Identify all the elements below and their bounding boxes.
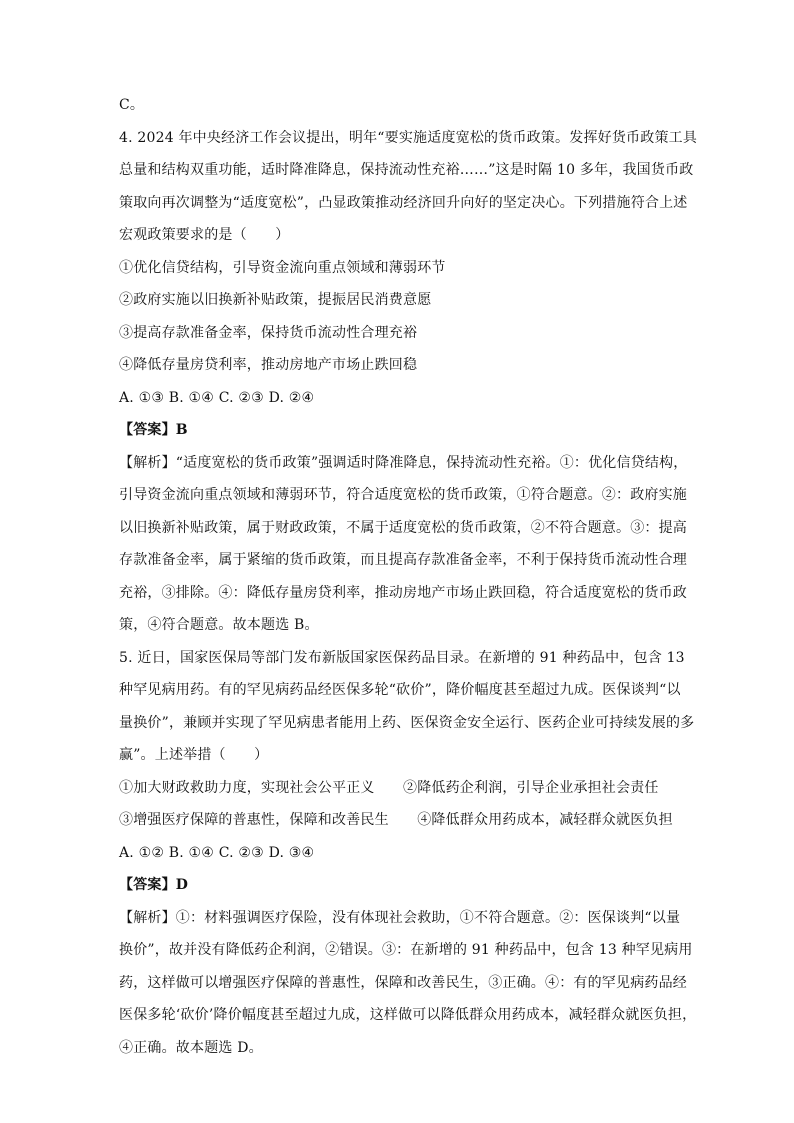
q4-option-2: ②政府实施以旧换新补贴政策，提振居民消费意愿 (119, 292, 432, 308)
q5-stem-line-3: 量换价”，兼顾并实现了罕见病患者能用上药、医保资金安全运行、医药企业可持续发展的多 (119, 714, 695, 731)
q5-stem-line-1: 5. 近日，国家医保局等部门发布新版国家医保药品目录。在新增的 91 种药品中，包含 13 (119, 649, 685, 666)
q5-analysis-line-5: ④正确。故本题选 D。 (119, 1039, 263, 1056)
q5-answer: 【答案】D (119, 877, 189, 893)
q4-option-1: ①优化信贷结构，引导资金流向重点领域和薄弱环节 (119, 259, 446, 276)
q4-analysis-line-6: 策，④符合题意。故本题选 B。 (119, 617, 319, 633)
q4-answer: 【答案】B (119, 422, 188, 438)
q5-analysis-line-3: 药，这样做可以增强医疗保障的普惠性，保障和改善民生，③正确。④：有的罕见病药品经 (119, 974, 687, 991)
q5-choices: A. ①② B. ①④ C. ②③ D. ③④ (119, 844, 315, 861)
q4-analysis-line-1: 【解析】“适度宽松的货币政策”强调适时降准降息，保持流动性充裕。①：优化信贷结构， (119, 454, 688, 471)
q5-analysis-line-2: 换价”，故并没有降低药企利润，②错误。③：在新增的 91 种药品中，包含 13 种罕见病用 (119, 942, 693, 958)
q5-analysis-line-4: 医保多轮‘砍价’降价幅度甚至超过九成，这样做可以降低群众用药成本，减轻群众就医负担， (119, 1007, 697, 1023)
q4-analysis-line-3: 以旧换新补贴政策，属于财政政策，不属于适度宽松的货币政策，②不符合题意。③：提高 (119, 519, 687, 536)
q4-analysis-line-2: 引导资金流向重点领域和薄弱环节，符合适度宽松的货币政策，①符合题意。②：政府实施 (119, 487, 687, 503)
q5-stem-line-4: 赢”。上述举措（ ） (119, 747, 269, 763)
prev-answer-tail: C。 (119, 97, 145, 113)
q4-analysis-line-5: 充裕，③排除。④：降低存量房贷利率，推动房地产市场止跌回稳，符合适度宽松的货币政 (119, 584, 687, 601)
document-page (119, 96, 698, 1071)
q4-analysis-line-4: 存款准备金率，属于紧缩的货币政策，而且提高存款准备金率，不利于保持货币流动性合理 (119, 552, 687, 568)
q5-stem-line-2: 种罕见病用药。有的罕见病药品经医保多轮“砍价”，降价幅度甚至超过九成。医保谈判“以 (119, 682, 681, 698)
q5-option-row-1: ①加大财政救助力度，实现社会公平正义 ②降低药企利润，引导企业承担社会责任 (119, 779, 659, 796)
q4-stem-line-2: 总量和结构双重功能，适时降准降息，保持流动性充裕……”这是时隔 10 多年，我国货币政 (119, 162, 694, 178)
q4-choices: A. ①③ B. ①④ C. ②③ D. ②④ (119, 389, 315, 406)
q4-stem-line-3: 策取向再次调整为“适度宽松”，凸显政策推动经济回升向好的坚定决心。下列措施符合上述 (119, 194, 688, 211)
q5-analysis-line-1: 【解析】①：材料强调医疗保险，没有体现社会救助，①不符合题意。②：医保谈判“以量 (119, 909, 681, 926)
q4-stem-line-4: 宏观政策要求的是（ ） (119, 227, 290, 243)
q4-option-3: ③提高存款准备金率，保持货币流动性合理充裕 (119, 324, 418, 341)
q4-option-4: ④降低存量房贷利率，推动房地产市场止跌回稳 (119, 357, 418, 373)
q5-option-row-2: ③增强医疗保障的普惠性，保障和改善民生 ④降低群众用药成本，减轻群众就医负担 (119, 812, 673, 828)
q4-stem-line-1: 4. 2024 年中央经济工作会议提出，明年“要实施适度宽松的货币政策。发挥好货币政策工具 (119, 129, 698, 146)
